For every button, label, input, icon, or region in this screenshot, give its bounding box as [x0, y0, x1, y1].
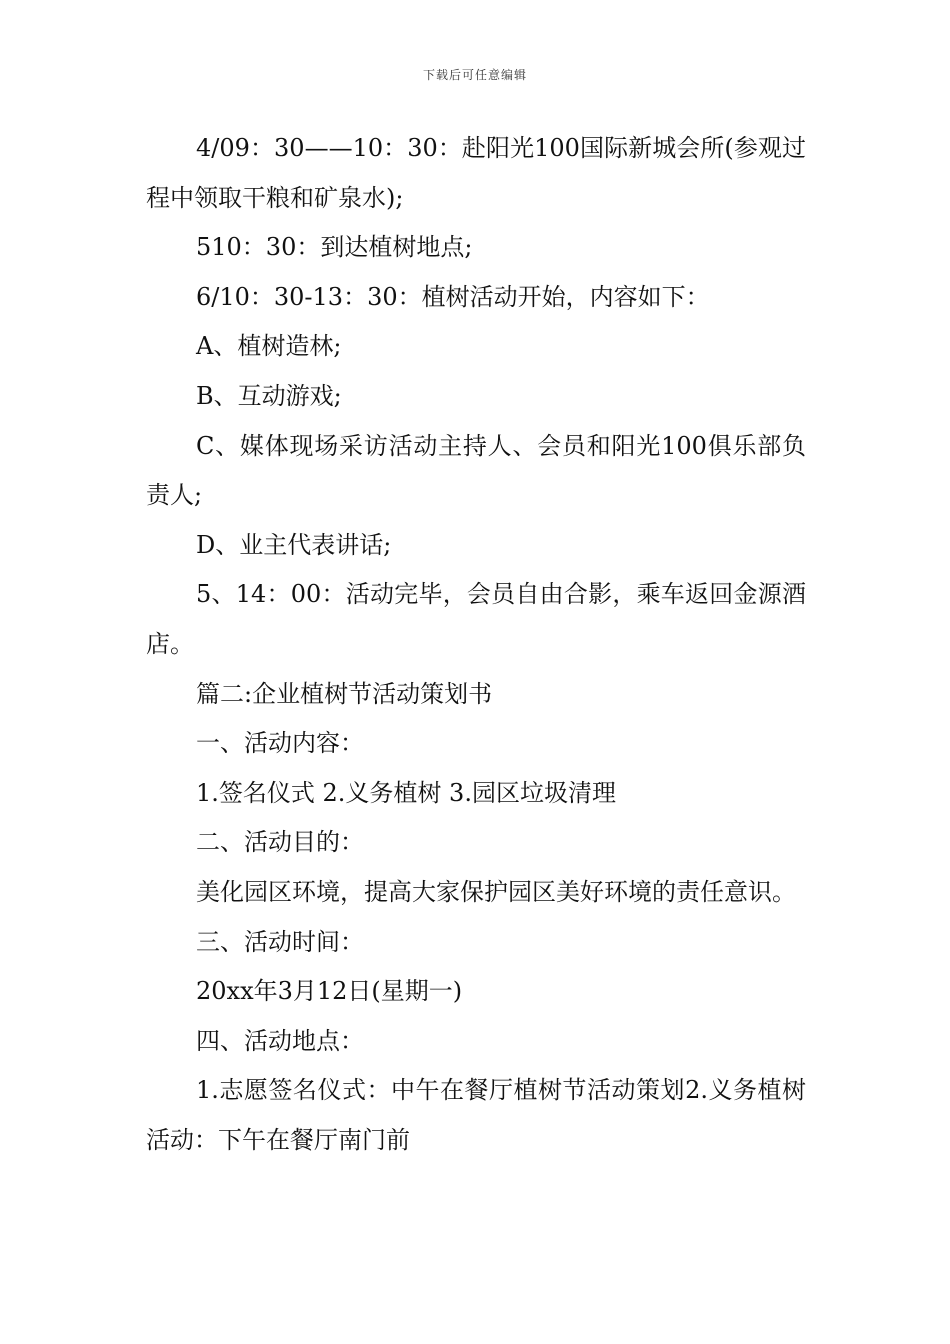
heading-content: 一、活动内容： [196, 729, 364, 758]
page-header: 下载后可任意编辑 [422, 68, 527, 82]
paragraph-schedule-4: 4/09：30——10：30：赴阳光100国际新城会所(参观过程中领取干粮和矿泉水); [146, 134, 806, 212]
document-body [146, 124, 806, 1165]
paragraph-item-d: D、业主代表讲话; [196, 530, 392, 559]
heading-location: 四、活动地点： [196, 1026, 364, 1055]
heading-time: 三、活动时间： [196, 927, 364, 956]
paragraph-item-a: A、植树造林; [196, 332, 342, 361]
paragraph-date: 20xx年3月12日(星期一) [196, 977, 463, 1006]
paragraph-schedule-end: 5、14：00：活动完毕，会员自由合影，乘车返回金源酒店。 [146, 580, 806, 658]
paragraph-purpose: 美化园区环境，提高大家保护园区美好环境的责任意识。 [196, 877, 796, 906]
paragraph-schedule-5: 510：30：到达植树地点; [196, 233, 473, 262]
paragraph-content-list: 1.签名仪式 2.义务植树 3.园区垃圾清理 [196, 778, 616, 807]
paragraph-item-b: B、互动游戏; [196, 381, 342, 410]
paragraph-schedule-6: 6/10：30-13：30：植树活动开始，内容如下： [196, 282, 710, 311]
paragraph-item-c: C、媒体现场采访活动主持人、会员和阳光100俱乐部负责人; [146, 431, 806, 510]
heading-purpose: 二、活动目的： [196, 828, 364, 857]
section-title: 篇二:企业植树节活动策划书 [196, 679, 493, 708]
paragraph-location: 1.志愿签名仪式：中午在餐厅植树节活动策划2.义务植树活动：下午在餐厅南门前 [146, 1076, 806, 1154]
